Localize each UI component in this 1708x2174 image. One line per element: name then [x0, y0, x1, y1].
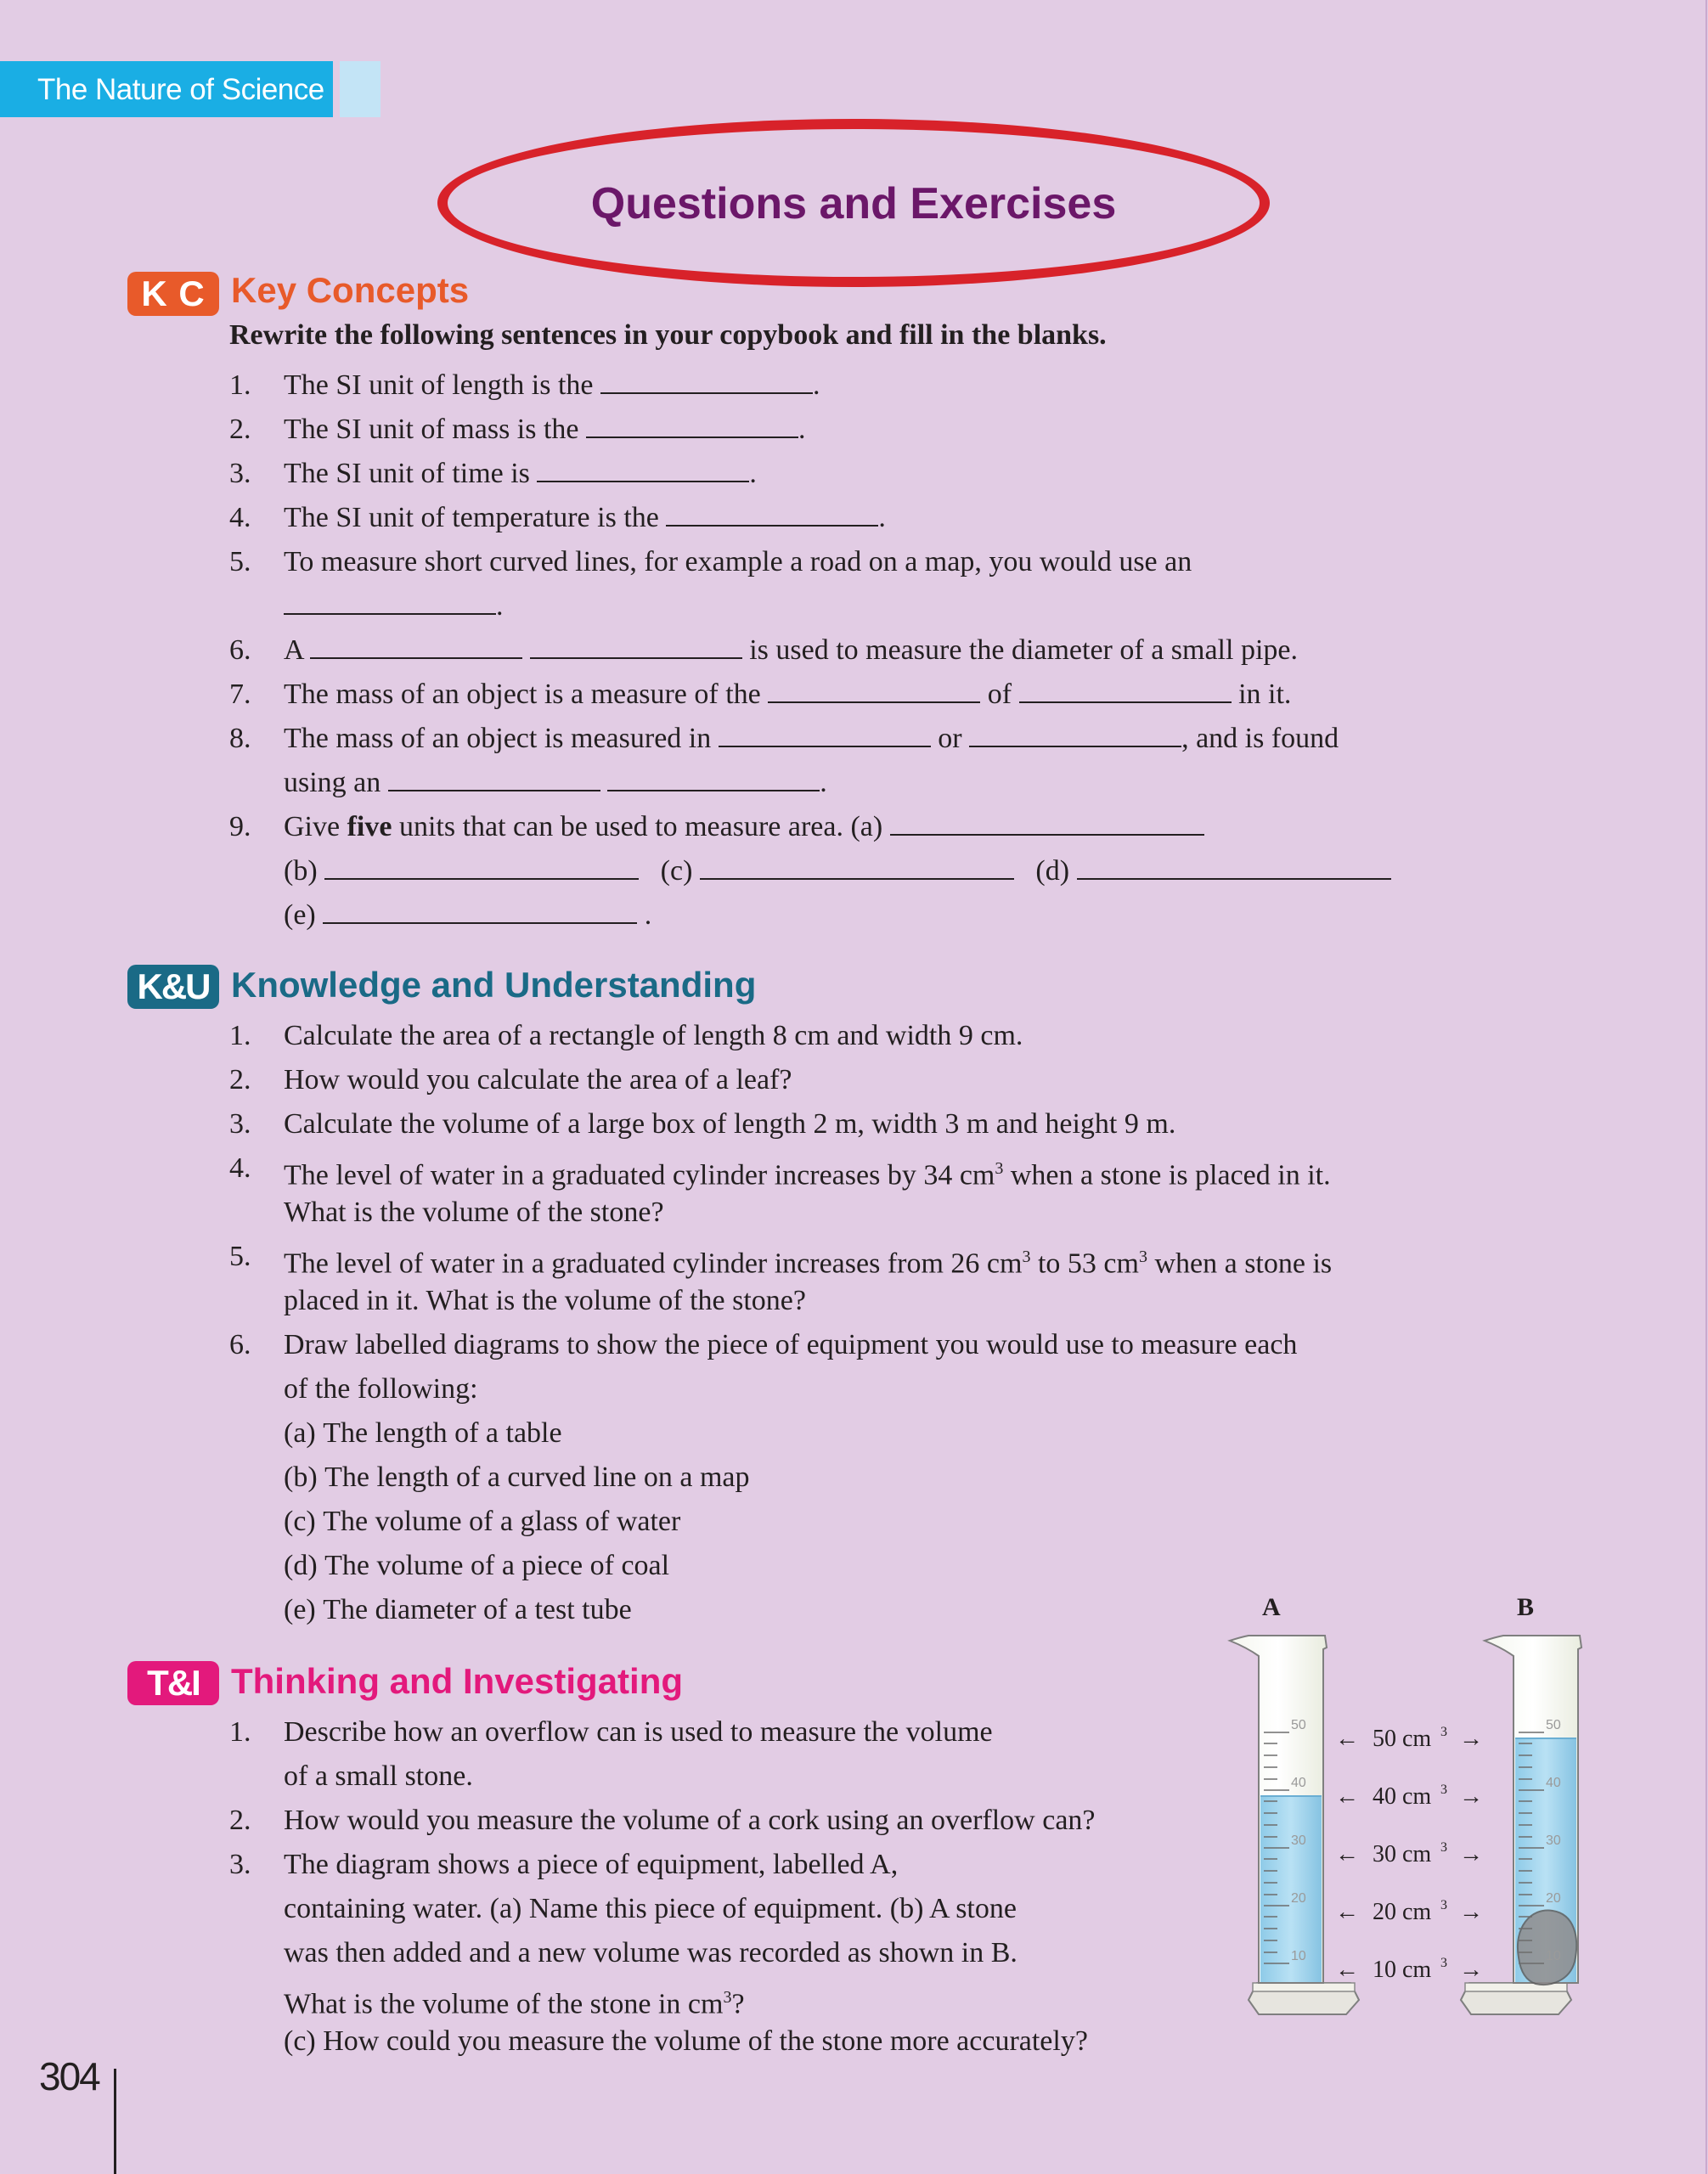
cyl-b-mark-30: 30	[1546, 1833, 1561, 1848]
option-label: (e)	[284, 899, 316, 931]
sub-label: (c)	[284, 1506, 316, 1537]
blank	[768, 676, 980, 703]
item-text: Describe how an overflow can is used to measure the volume	[284, 1716, 993, 1748]
superscript: 3	[1440, 1956, 1447, 1970]
superscript: 3	[723, 1988, 732, 2007]
ti-section-title: Thinking and Investigating	[231, 1661, 684, 1701]
blank	[600, 367, 813, 394]
arrow-left-icon: ←	[1335, 1957, 1359, 1983]
arrow-left-icon: ←	[1335, 1899, 1359, 1925]
sub-label: (c)	[284, 2025, 316, 2057]
item-number: 9.	[229, 811, 251, 842]
item-text: How would you measure the volume of a cork using an overflow can?	[284, 1805, 1096, 1836]
item-text: when a stone is	[1147, 1248, 1333, 1280]
item-text: .	[820, 767, 827, 798]
item-number: 4.	[229, 502, 251, 533]
arrow-right-icon: →	[1459, 1841, 1483, 1867]
ku-badge: K&U	[127, 965, 219, 1009]
blank	[719, 720, 931, 747]
item-text: Give	[284, 811, 347, 842]
item-text: of the following:	[284, 1373, 478, 1405]
blank	[537, 455, 749, 482]
item-text: Calculate the volume of a large box of length 2 m, width 3 m and height 9 m.	[284, 1108, 1176, 1140]
item-text: containing water. (a) Name this piece of equipment. (b) A stone	[284, 1893, 1017, 1924]
sub-text: The length of a curved line on a map	[324, 1462, 750, 1493]
arrow-left-icon: ←	[1335, 1841, 1359, 1867]
arrow-right-icon: →	[1459, 1957, 1483, 1983]
blank	[1077, 853, 1391, 880]
item-text: to 53 cm	[1030, 1248, 1139, 1280]
cylinder-a-label: A	[1262, 1593, 1281, 1621]
item-text: is used to measure the diameter of a small pipe.	[749, 634, 1298, 666]
item-text: , and is found	[1181, 723, 1339, 754]
item-number: 1.	[229, 369, 251, 401]
item-number: 1.	[229, 1716, 251, 1748]
item-text: ?	[731, 1988, 745, 2020]
item-text: The mass of an object is a measure of the	[284, 679, 761, 710]
arrow-left-icon: ←	[1335, 1783, 1359, 1810]
blank	[284, 588, 496, 615]
item-number: 2.	[229, 1805, 251, 1836]
item-number: 6.	[229, 1329, 251, 1360]
scale-label-text: 40 cm	[1373, 1783, 1432, 1810]
item-text: Calculate the area of a rectangle of length 8 cm and width 9 cm.	[284, 1020, 1023, 1051]
item-number: 7.	[229, 679, 251, 710]
sub-item	[284, 1411, 562, 1456]
page-title: Questions and Exercises	[590, 179, 1117, 228]
page-number: 304	[39, 2054, 99, 2098]
page-number-rule	[114, 2069, 116, 2174]
item-text: To measure short curved lines, for example a road on a map, you would use an	[284, 546, 1192, 577]
blank	[530, 632, 742, 659]
item-text: .	[798, 414, 806, 445]
item-text: of a small stone.	[284, 1760, 473, 1792]
superscript: 3	[1440, 1898, 1447, 1912]
item-text: What is the volume of the stone in cm	[284, 1988, 724, 2020]
item-text: The SI unit of length is the	[284, 369, 601, 401]
item-text: The level of water in a graduated cylinder increases by 34 cm	[284, 1159, 995, 1191]
cylinder-a-foot	[1253, 1983, 1355, 1991]
cyl-b-mark-10: 10	[1546, 1949, 1561, 1963]
blank	[324, 853, 639, 880]
ti-badge: T&I	[127, 1661, 219, 1705]
sub-text: The volume of a glass of water	[323, 1506, 681, 1537]
item-text: The level of water in a graduated cylinder increases from 26 cm	[284, 1248, 1023, 1280]
item-text: .	[749, 458, 757, 489]
item-text: What is the volume of the stone?	[284, 1197, 664, 1228]
item-text: .	[813, 369, 820, 401]
cyl-a-mark-40: 40	[1291, 1776, 1306, 1790]
item-text: or	[938, 723, 962, 754]
cyl-b-mark-50: 50	[1546, 1718, 1561, 1732]
cyl-a-mark-20: 20	[1291, 1891, 1306, 1906]
sub-item	[284, 1588, 632, 1632]
graduated-cylinders-figure	[1198, 1622, 1707, 2081]
item-text: The diagram shows a piece of equipment, labelled A,	[284, 1849, 899, 1880]
stone-icon	[1518, 1911, 1576, 1985]
item-number: 3.	[229, 458, 251, 489]
chapter-tab-notch	[340, 61, 380, 117]
item-number: 6.	[229, 634, 251, 666]
arrow-left-icon: ←	[1335, 1726, 1359, 1752]
item-number: 2.	[229, 414, 251, 445]
scale-label-text: 50 cm	[1373, 1726, 1432, 1752]
item-text: in it.	[1238, 679, 1292, 710]
item-text: .	[496, 590, 504, 622]
scale-label-text: 20 cm	[1373, 1899, 1432, 1925]
sub-text: The diameter of a test tube	[323, 1594, 632, 1625]
scale-label-30	[1335, 1840, 1483, 1867]
arrow-right-icon: →	[1459, 1783, 1483, 1810]
cyl-a-mark-50: 50	[1291, 1718, 1306, 1732]
item-number: 2.	[229, 1064, 251, 1095]
item-text: How would you calculate the area of a leaf?	[284, 1064, 792, 1095]
sub-label: (a)	[284, 1417, 316, 1449]
item-text: .	[644, 899, 652, 931]
superscript: 3	[1138, 1248, 1147, 1266]
item-text: using an	[284, 767, 381, 798]
sub-label: (b)	[284, 1462, 318, 1493]
arrow-right-icon: →	[1459, 1726, 1483, 1752]
sub-item	[284, 1500, 680, 1544]
arrow-right-icon: →	[1459, 1899, 1483, 1925]
blank	[310, 632, 522, 659]
scale-label-40	[1335, 1783, 1483, 1810]
chapter-title: The Nature of Science	[37, 73, 324, 106]
blank	[890, 808, 1204, 836]
kc-section-title: Key Concepts	[231, 270, 470, 310]
blank	[388, 764, 600, 791]
blank	[323, 897, 637, 924]
blank	[586, 411, 798, 438]
option-label: (d)	[1035, 855, 1070, 887]
sub-text: The volume of a piece of coal	[324, 1550, 670, 1581]
superscript: 3	[1440, 1840, 1447, 1855]
item-text: Draw labelled diagrams to show the piece of equipment you would use to measure each	[284, 1329, 1298, 1360]
blank	[607, 764, 820, 791]
item-text: The mass of an object is measured in	[284, 723, 712, 754]
item-number: 5.	[229, 546, 251, 577]
kc-badge: K C	[127, 272, 219, 316]
blank	[969, 720, 1181, 747]
item-text: The SI unit of temperature is the	[284, 502, 667, 533]
cyl-a-mark-30: 30	[1291, 1833, 1306, 1848]
item-number: 8.	[229, 723, 251, 754]
chapter-tab	[0, 61, 333, 117]
scale-label-50	[1335, 1725, 1483, 1752]
item-text: when a stone is placed in it.	[1003, 1159, 1331, 1191]
blank	[1019, 676, 1232, 703]
kc-instruction: Rewrite the following sentences in your copybook and fill in the blanks.	[229, 319, 1107, 351]
superscript: 3	[995, 1159, 1004, 1178]
superscript: 3	[1440, 1725, 1447, 1739]
sub-label: (d)	[284, 1550, 318, 1581]
item-number: 3.	[229, 1849, 251, 1880]
option-label: (b)	[284, 855, 318, 887]
sub-item	[284, 1544, 669, 1588]
item-number: 3.	[229, 1108, 251, 1140]
ku-section-title: Knowledge and Understanding	[231, 965, 757, 1005]
item-number: 1.	[229, 1020, 251, 1051]
blank	[700, 853, 1014, 880]
item-text: was then added and a new volume was recorded as shown in B.	[284, 1937, 1017, 1968]
cyl-b-mark-40: 40	[1546, 1776, 1561, 1790]
cylinder-b-label: B	[1517, 1593, 1535, 1621]
scale-label-10	[1335, 1956, 1483, 1983]
item-text: The SI unit of mass is the	[284, 414, 587, 445]
item-emphasis: five	[347, 811, 392, 842]
scale-labels	[1335, 1725, 1483, 1983]
item-number: 4.	[229, 1152, 251, 1184]
cyl-a-mark-10: 10	[1291, 1949, 1306, 1963]
item-text: of	[987, 679, 1012, 710]
item-text: .	[878, 502, 886, 533]
item-text: units that can be used to measure area. (a)	[392, 811, 883, 842]
item-text: placed in it. What is the volume of the stone?	[284, 1285, 806, 1316]
sub-item	[284, 1456, 750, 1500]
superscript: 3	[1440, 1783, 1447, 1797]
scale-label-text: 30 cm	[1373, 1841, 1432, 1867]
item-text: A	[284, 634, 303, 666]
sub-text: How could you measure the volume of the stone more accurately?	[323, 2025, 1088, 2057]
sub-label: (e)	[284, 1594, 316, 1625]
blank	[666, 499, 878, 527]
item-number: 5.	[229, 1241, 251, 1272]
scale-label-text: 10 cm	[1373, 1957, 1432, 1983]
superscript: 3	[1022, 1248, 1031, 1266]
option-label: (c)	[660, 855, 693, 887]
sub-text: The length of a table	[323, 1417, 562, 1449]
item-text: The SI unit of time is	[284, 458, 538, 489]
cyl-b-mark-20: 20	[1546, 1891, 1561, 1906]
scale-label-20	[1335, 1898, 1483, 1925]
